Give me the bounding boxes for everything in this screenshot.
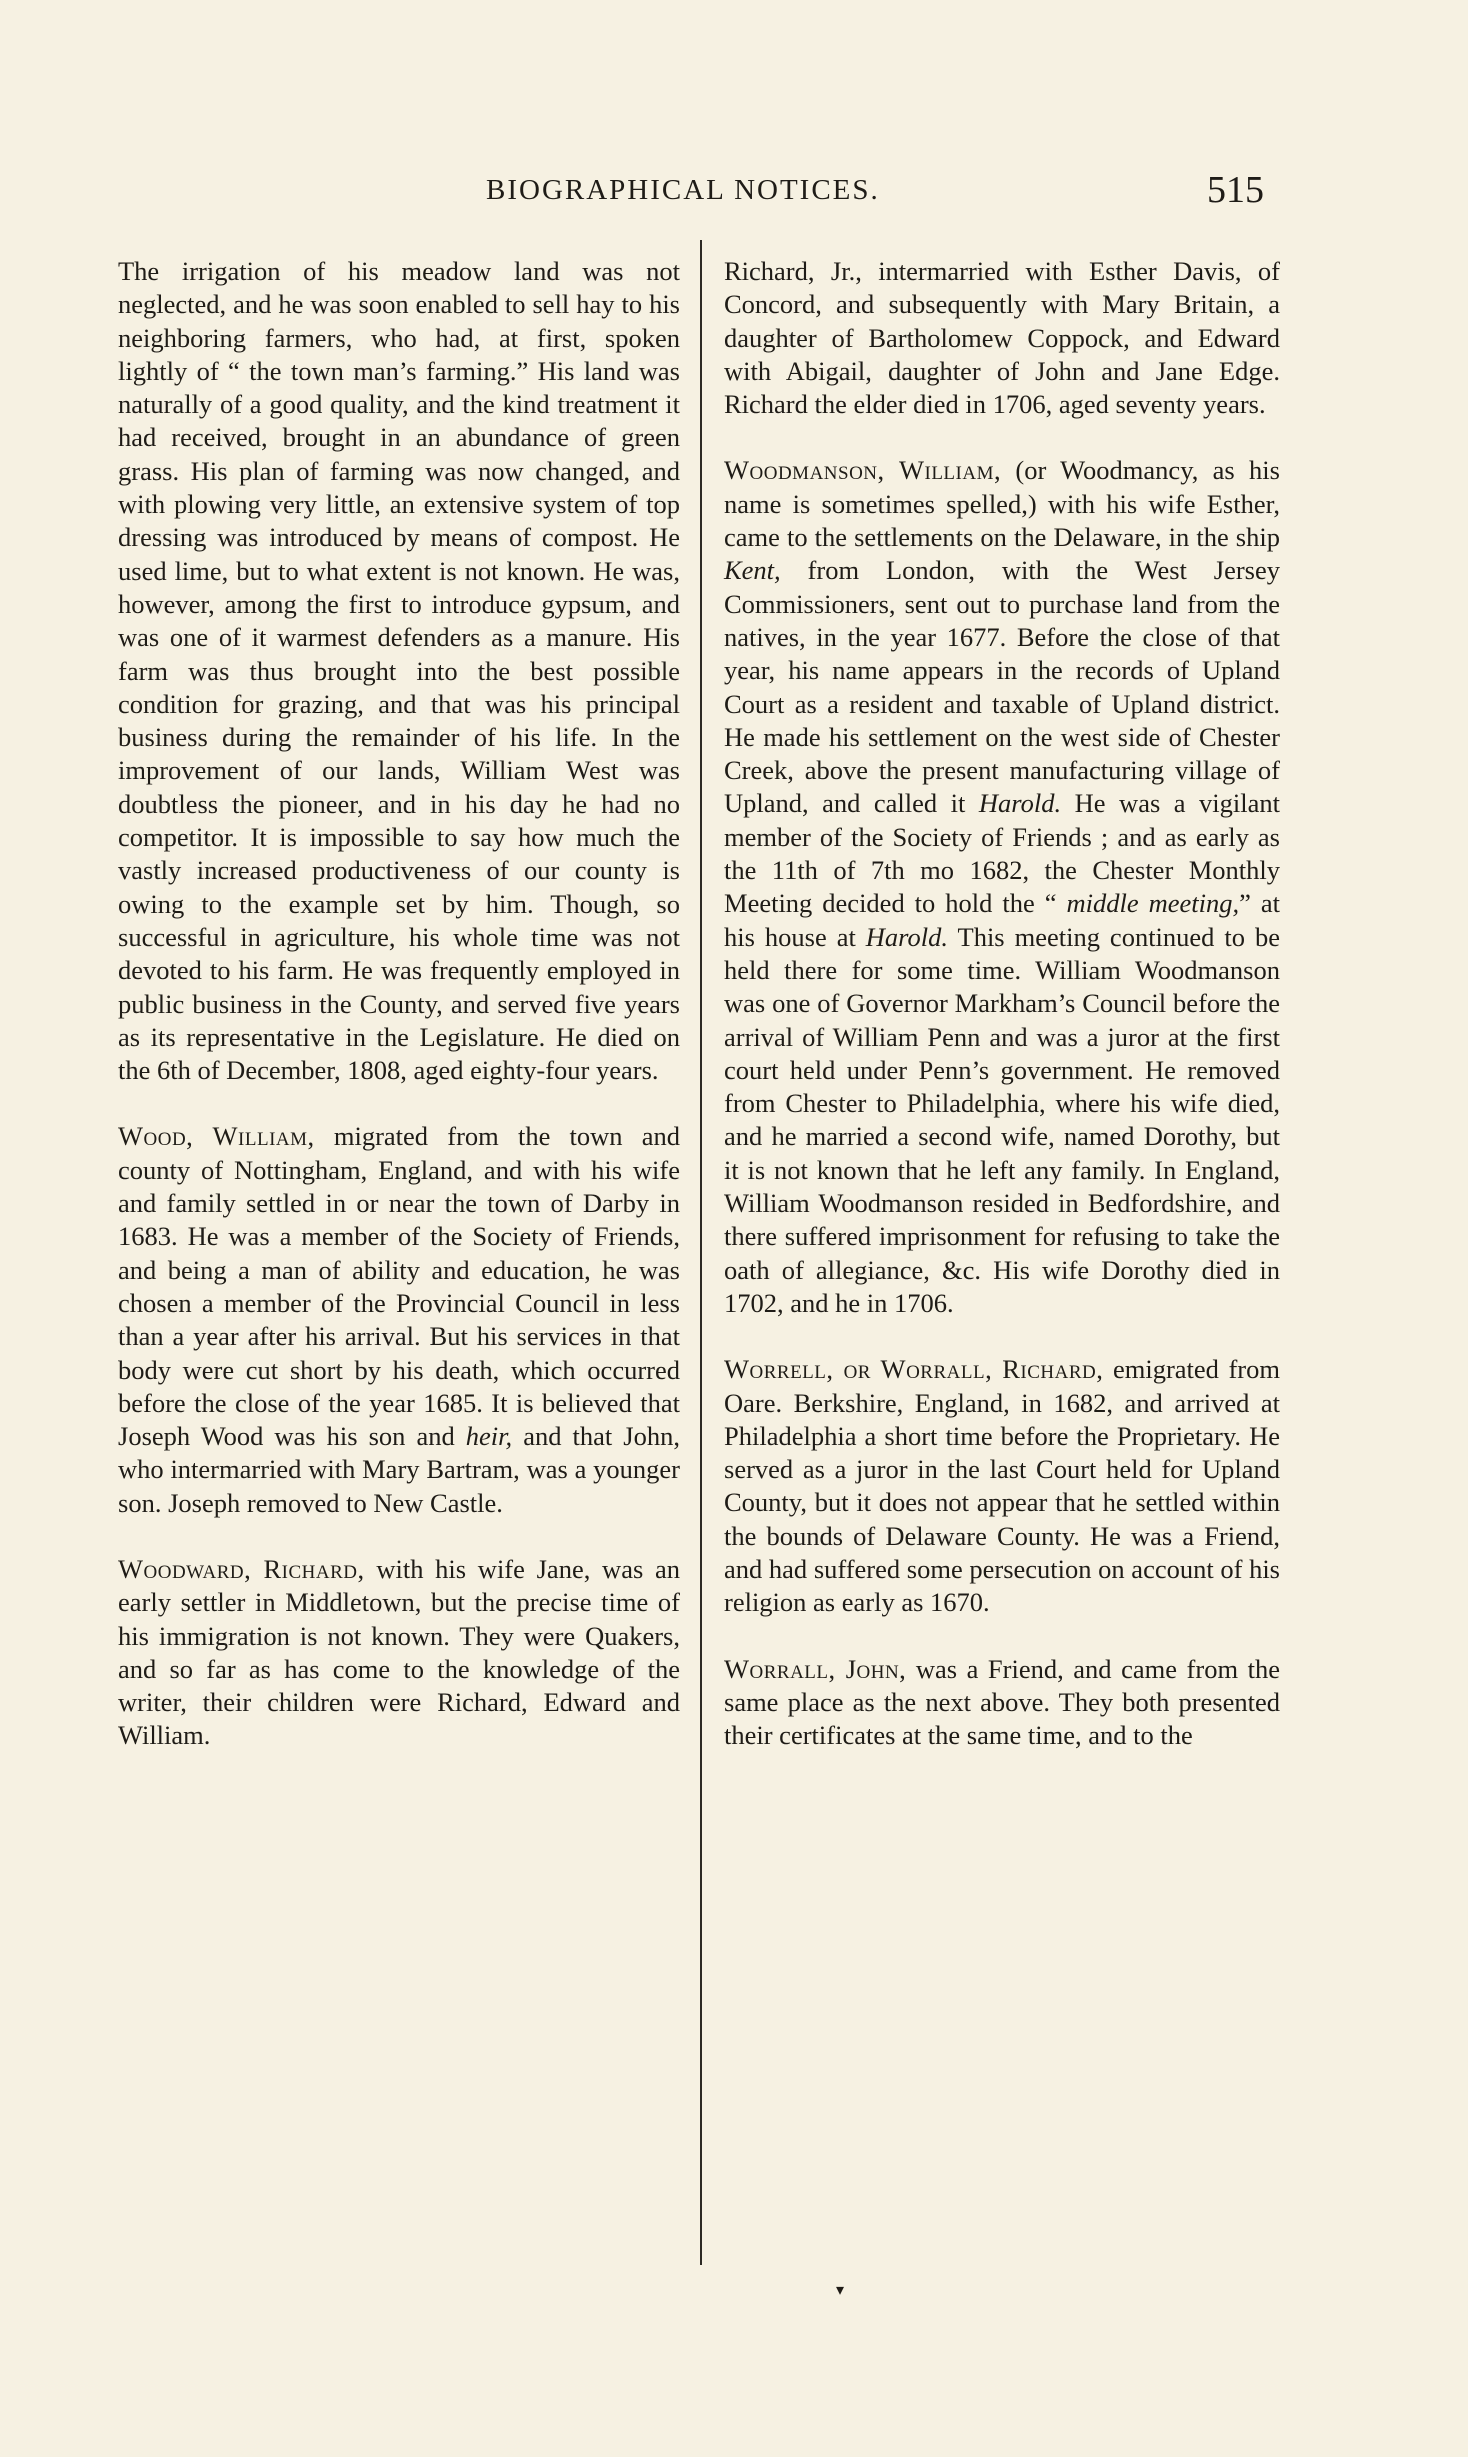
ship-name: Kent,: [724, 555, 781, 586]
place-name: Harold.: [865, 921, 949, 952]
entry-woodmanson-william: [724, 454, 1280, 1320]
right-column: [724, 255, 1280, 1752]
entry-wood-william: [118, 1120, 680, 1520]
paragraph-west-continued: [118, 255, 680, 1087]
paragraph-text: Richard, Jr., intermarried with Esther Davis, of Concord, and subsequently with Mary Britain, a daughter of Bartholomew Coppock, and Edward with Abigail, daughter of John and Jane Edge. Richard the elder died in 1706, aged seventy years.: [724, 256, 1280, 420]
entry-name: Worrell, or Worrall, Richard,: [724, 1354, 1104, 1385]
entry-text: emigrated from Oare. Berkshire, England, in 1682, and arrived at Philadelphia a short time before the Proprietary. He served as a juror in the last Court held for Upland County, but it does not appear that he settled within the bounds of Delaware County. He was a Friend, and had suffered some persecution on account of his religion as early as 1670.: [724, 1354, 1280, 1618]
entry-text: (or Woodmancy, as his name is sometimes spelled,) with his wife Esther, came to the settlements on the Delaware, in the ship: [724, 455, 1280, 553]
running-title: BIOGRAPHICAL NOTICES.: [486, 174, 880, 206]
entry-text: ” at his house at: [724, 888, 1280, 952]
paragraph-woodward-continued: [724, 255, 1280, 421]
entry-text: from London, with the West Jersey Commissioners, sent out to purchase land from the natives, in the year 1677. Before the close of that year, his name appears in the records of Upland Court as a resident and taxable of Upland district. He made his settlement on the west side of Chester Creek, above the present manufacturing village of Upland, and called it: [724, 555, 1280, 819]
entry-italic: heir,: [465, 1421, 513, 1452]
entry-name: Woodmanson, William,: [724, 455, 1002, 486]
entry-text: This meeting continued to be held there for some time. William Woodmanson was one of Governor Markham’s Council before the arrival of William Penn and was a juror at the first court held under Penn’s government. He removed from Chester to Philadelphia, where his wife died, and he married a second wife, named Dorothy, but it is not known that he left any family. In England, William Woodmanson resided in Bedfordshire, and there suffered imprisonment for refusing to take the oath of allegiance, &c. His wife Dorothy died in 1702, and he in 1706.: [724, 921, 1280, 1318]
running-head: [0, 168, 1468, 218]
entry-text: and that John, who intermarried with Mary Bartram, was a younger son. Joseph removed to New Castle.: [118, 1421, 680, 1518]
entry-name: Wood, William,: [118, 1121, 315, 1152]
entry-text: He was a vigilant member of the Society of Friends ; and as early as the 11th of 7th mo 1682, the Chester Monthly Meeting decided to hold the “: [724, 788, 1280, 919]
place-name: Harold.: [978, 788, 1062, 819]
entry-worrell-richard: [724, 1353, 1280, 1619]
entry-text: migrated from the town and county of Nottingham, England, and with his wife and family settled in or near the town of Darby in 1683. He was a member of the Society of Friends, and being a man of ability and education, he was chosen a member of the Provincial Council in less than a year after his arrival. But his services in that body were cut short by his death, which occurred before the close of the year 1685. It is believed that Joseph Wood was his son and: [118, 1121, 680, 1452]
entry-worrall-john: [724, 1653, 1280, 1753]
entry-name: Worrall, John,: [724, 1653, 907, 1684]
meeting-name: middle meeting,: [1066, 888, 1240, 919]
paragraph-text: The irrigation of his meadow land was not neglected, and he was soon enabled to sell hay to his neighboring farmers, who had, at first, spoken lightly of “ the town man’s farming.” His land was naturally of a good quality, and the kind treatment it had received, brought in an abundance of green grass. His plan of farming was now changed, and with plowing very little, an extensive system of top dressing was introduced by means of compost. He used lime, but to what extent is not known. He was, however, among the first to introduce gypsum, and was one of it warmest defenders as a manure. His farm was thus brought into the best possible condition for grazing, and that was his principal business during the remainder of his life. In the improvement of our lands, William West was doubtless the pioneer, and in his day he had no competitor. It is impossible to say how much the vastly increased productiveness of our county is owing to the example set by him. Though, so successful in agriculture, his whole time was not devoted to his farm. He was frequently employed in public business in the County, and served five years as its representative in the Legislature. He died on the 6th of December, 1808, aged eighty-four years.: [118, 256, 680, 1086]
entry-woodward-richard: [118, 1553, 680, 1753]
column-divider: [700, 240, 702, 2265]
entry-text: with his wife Jane, was an early settler in Middletown, but the precise time of his immigration is not known. They were Quakers, and so far as has come to the knowledge of the writer, their children were Richard, Edward and William.: [118, 1553, 680, 1751]
entry-text: was a Friend, and came from the same place as the next above. They both presented their certificates at the same time, and to the: [724, 1653, 1280, 1751]
footer-mark: ▾: [836, 2282, 845, 2299]
page-number: 515: [1207, 169, 1264, 211]
left-column: [118, 255, 680, 1753]
entry-name: Woodward, Richard,: [118, 1553, 365, 1584]
